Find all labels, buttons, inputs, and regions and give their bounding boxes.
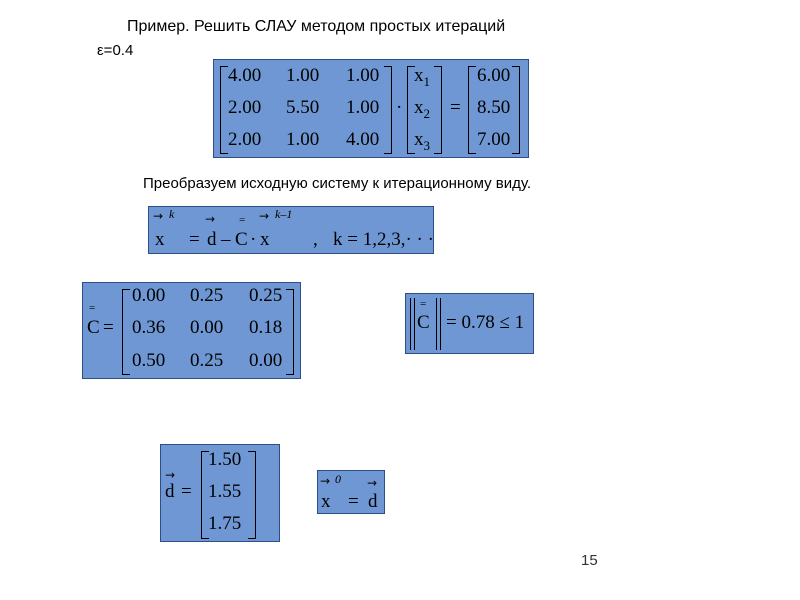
matrix-a-cell: 5.50 (286, 97, 320, 118)
vector-d-cell: 1.50 (208, 449, 242, 470)
matrix-c-left-bracket (122, 289, 130, 375)
iteration-x-prev: x (260, 229, 270, 250)
matrix-a-cell: 1.00 (346, 97, 380, 118)
vector-d-box (160, 444, 280, 542)
iteration-C: C (235, 229, 248, 250)
matrix-a-cell: 4.00 (346, 129, 380, 150)
matrix-bar-icon: = (89, 302, 96, 314)
norm-value: = 0.78 ≤ 1 (446, 312, 525, 333)
matrix-c-cell: 0.36 (132, 317, 166, 338)
matrix-bar-icon: = (420, 298, 427, 310)
slide-title: Пример. Решить СЛАУ методом простых итераций (127, 18, 506, 35)
norm-box (405, 293, 534, 354)
matrix-a-cell: 1.00 (286, 65, 320, 86)
vector-arrow-icon: → (367, 476, 378, 490)
vector-x-cell: $x_3$ (414, 129, 430, 153)
vector-b-cell: 8.50 (477, 97, 511, 118)
initial-approx-box (317, 470, 385, 514)
vector-x-right-bracket (434, 66, 442, 154)
matrix-c-box (82, 282, 301, 379)
vector-b-cell: 7.00 (477, 129, 511, 150)
matrix-a-cell: 1.00 (286, 129, 320, 150)
system-equation-box (213, 59, 529, 158)
matrix-c-cell: 0.25 (190, 285, 224, 306)
iteration-minus: – (221, 229, 231, 250)
vector-arrow-icon: → (205, 212, 216, 226)
matrix-a-cell: 2.00 (228, 97, 262, 118)
matrix-a-cell: 2.00 (228, 129, 262, 150)
matrix-c-cell: 0.25 (190, 350, 224, 371)
superscript-k: k (169, 207, 175, 221)
matrix-c-cell: 0.18 (249, 317, 283, 338)
initial-equals: = (348, 491, 359, 512)
matrix-c-cell: 0.00 (190, 317, 224, 338)
superscript-zero: 0 (335, 472, 341, 486)
matrix-a-right-bracket (384, 66, 392, 154)
page-number: 15 (581, 552, 598, 569)
matrix-c-label: C (87, 317, 100, 338)
vector-d-cell: 1.75 (208, 513, 242, 534)
matrix-a-left-bracket (220, 66, 228, 154)
iteration-x: x (155, 229, 165, 250)
matrix-c-equals: = (103, 317, 114, 338)
iteration-d: d (207, 229, 217, 250)
iteration-equals: = (189, 229, 200, 250)
matrix-c-cell: 0.25 (249, 285, 283, 306)
superscript-k-minus-1: k–1 (275, 207, 293, 221)
matrix-c-right-bracket (286, 289, 294, 375)
norm-c-label: C (417, 312, 430, 333)
matrix-bar-icon: = (239, 214, 246, 226)
norm-right-bars (436, 298, 441, 350)
iteration-formula-box (148, 206, 434, 254)
norm-left-bars (410, 298, 415, 350)
vector-arrow-icon: → (259, 209, 270, 223)
vector-x-cell: $x_2$ (414, 97, 430, 121)
vector-b-left-bracket (468, 66, 476, 154)
vector-arrow-icon: → (320, 474, 331, 488)
iteration-dot: · (250, 229, 257, 250)
initial-x: x (321, 491, 331, 512)
vector-b-right-bracket (512, 66, 520, 154)
initial-d: d (368, 491, 378, 512)
iteration-comma: , (313, 229, 318, 250)
vector-d-cell: 1.55 (208, 481, 242, 502)
vector-d-equals: = (181, 481, 192, 502)
vector-arrow-icon: → (165, 468, 176, 482)
matrix-c-cell: 0.00 (132, 285, 166, 306)
matrix-a-cell: 1.00 (346, 65, 380, 86)
matrix-a-cell: 4.00 (228, 65, 262, 86)
matrix-c-cell: 0.50 (132, 350, 166, 371)
vector-arrow-icon: → (153, 209, 164, 223)
transform-caption: Преобразуем исходную систему к итерационному виду. (143, 175, 532, 192)
vector-d-right-bracket (248, 451, 256, 539)
multiply-dot: · (396, 97, 403, 118)
iteration-k-list: k = 1,2,3,· · · (333, 229, 434, 250)
vector-x-cell: $x_1$ (414, 65, 430, 89)
epsilon-value: ε=0.4 (97, 42, 134, 59)
equals-sign: = (450, 97, 461, 118)
matrix-c-cell: 0.00 (249, 350, 283, 371)
vector-d-label: d (165, 481, 175, 502)
vector-b-cell: 6.00 (477, 65, 511, 86)
